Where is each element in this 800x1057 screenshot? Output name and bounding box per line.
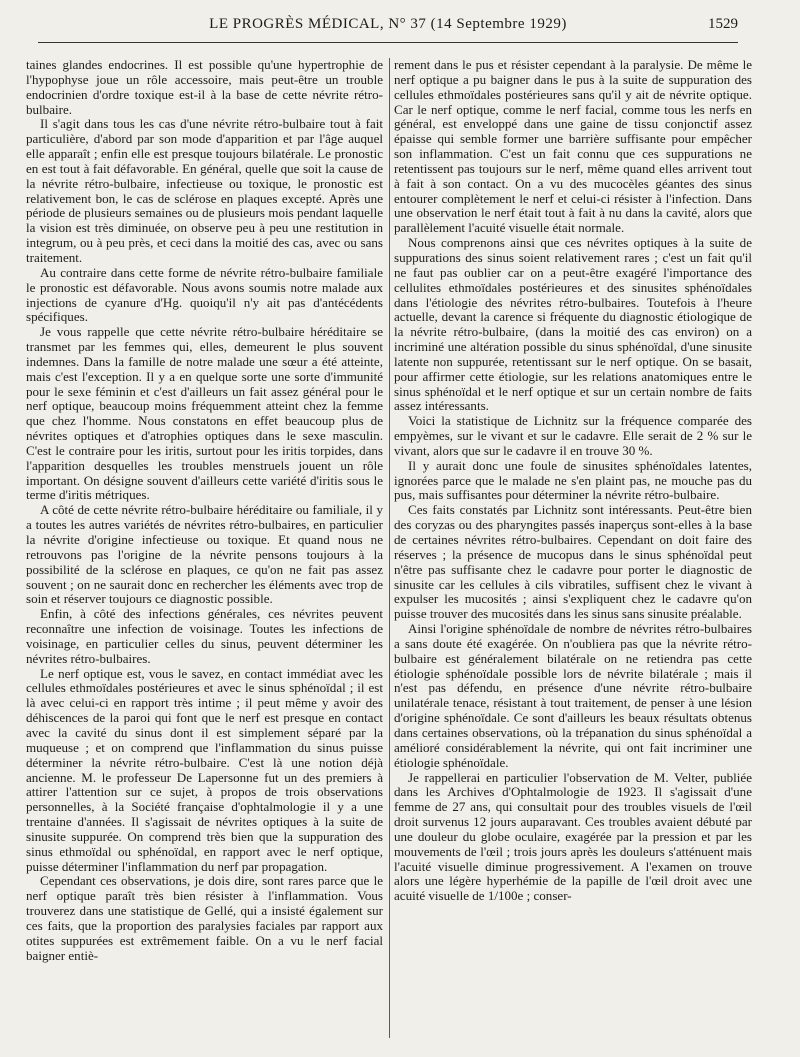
paragraph: Enfin, à côté des infections générales, ces névrites peuvent reconnaître une infection de voisinage. Toutes les infections de voisinage, en particulier celles du sinus, peuvent déterminer les névrites rétro-bulbaires. [26,606,383,666]
paragraph: Il y aurait donc une foule de sinusites sphénoïdales latentes, ignorées parce que le malade ne s'en plaint pas, ne mouche pas du pus, mais suffisantes pour déterminer la névrite rétro-bulbaire. [394,457,752,503]
paragraph: Je vous rappelle que cette névrite rétro-bulbaire héréditaire se transmet par les femmes qui, elles, demeurent le plus souvent indemnes. Dans la famille de notre malade une sœur a été atteinte, mais c'est l'exception. Il y a en quelque sorte une sorte d'immunité pour le sexe féminin et c'est d'ailleurs un fait assez général pour le nerf optique, beaucoup moins fréquemment atteint chez la femme que chez l'homme. Nous constatons en effet beaucoup plus de névrites optiques et d'atrophies optiques dans le sexe masculin. C'est le contraire pour les iritis, surtout pour les iritis torpides, dans l'apparition desquelles les troubles menstruels jouent un rôle important. On désigne souvent d'ailleurs cette variété d'iritis sous le terme d'iritis métriques. [26,324,383,503]
paragraph: rement dans le pus et résister cependant à la paralysie. De même le nerf optique a pu baigner dans le pus à la suite de suppuration des cellules ethmoïdales postérieures sans qu'il y ait de névrite optique. Car le nerf optique, comme le nerf facial, comme tous les nerfs en général, est enveloppé dans une gaine de tissu conjonctif assez épaisse qui semble former une barrière suffisante pour empêcher son inflammation. C'est un fait connu que ces suppurations ne retentissent pas toujours sur le nerf, même quand elles arrivent tout à fait à son contact. On a vu des mucocèles géantes des sinus entourer complètement le nerf et celui-ci résister à l'infection. Dans une observation le nerf était tout à fait à nu dans la cavité, alors que parallèlement l'acuité visuelle était normale. [394,57,752,236]
paragraph: taines glandes endocrines. Il est possible qu'une hypertrophie de l'hypophyse joue un rôle accessoire, mais peut-être un trouble endocrinien d'ordre toxique est-il à la base de cette névrite rétro-bulbaire. [26,57,383,117]
paragraph: Il s'agit dans tous les cas d'une névrite rétro-bulbaire tout à fait particulière, d'abord par son mode d'apparition et par l'âge auquel elle apparaît ; enfin elle est presque toujours bilatérale. Le pronostic en est tout à fait défavorable. En général, quelle que soit la cause de la névrite rétro-bulbaire, infectieuse ou toxique, le pronostic est relativement bon, le cas de sclérose en plaques excepté. Après une période de plusieurs semaines ou de plusieurs mois pendant laquelle la vision est très diminuée, on observe peu à peu une restitution in integrum, ou à peu près, et ceci dans la moitié des cas, avec ou sans traitement. [26,116,383,265]
paragraph: Ces faits constatés par Lichnitz sont intéressants. Peut-être bien des coryzas ou des pharyngites passés inaperçus sont-elles à la base de certaines névrites rétro-bulbaires. Cependant on doit faire des réserves ; la présence de mucopus dans le sinus sphénoïdal peut n'être pas suffisante chez le cadavre pour porter le diagnostic de sinusite car les cellules à cils vibratiles, suffisent chez le vivant à expulser les mucosités ; ainsi s'expliquent chez le cadavre qu'on puisse trouver des mucosités dans les sinus sans sinusite préalable. [394,502,752,622]
paragraph: Voici la statistique de Lichnitz sur la fréquence comparée des empyèmes, sur le vivant et sur le cadavre. Elle serait de 2 % sur le vivant, alors que sur le cadavre il en trouve 30 %. [394,413,752,458]
paragraph: A côté de cette névrite rétro-bulbaire héréditaire ou familiale, il y a toutes les autres variétés de névrites rétro-bulbaires, en particulier la névrite d'origine infectieuse ou toxique. Et quand nous ne retrouvons pas l'origine de la névrite pensons toujours à la possibilité de la sclérose en plaques, ce qu'on ne fait pas assez souvent ; on ne saurait donc en rechercher les éléments avec trop de soin et réserver toujours ce diagnostic possible. [26,502,383,607]
journal-title: LE PROGRÈS MÉDICAL, N° 37 (14 Septembre 1929) [209,16,567,32]
paragraph: Nous comprenons ainsi que ces névrites optiques à la suite de suppurations des sinus soient relativement rares ; c'est un fait qu'il ne faut pas oublier car on a peut-être exagéré l'importance des cellulites ethmoïdales postérieures et des sinusites sphénoïdales dans l'étiologie des névrites rétro-bulbaires. Toutefois à l'heure actuelle, devant la carence si fréquente du diagnostic étiologique de la névrite rétro-bulbaire, (dans la moitié des cas environ) on a incriminé une altération possible du sinus sphénoïdal, d'une sinusite latente non suppurée, retentissant sur le nerf optique. On se basait, pour affirmer cette étiologie, sur les relations anatomiques entre le sinus sphénoïdal et le nerf optique et sur un certain nombre de faits assez intéressants. [394,235,752,414]
right-column [394,58,752,904]
paragraph: Le nerf optique est, vous le savez, en contact immédiat avec les cellules ethmoïdales postérieures et avec le sinus sphénoïdal ; il est là avec celui-ci en rapport très intime ; il peut même y avoir des déhiscences de la paroi qui font que le nerf est presque en contact avec la cavité du sinus dont il est simplement séparé par la muqueuse ; et on comprend que l'inflammation du sinus puisse déterminer la névrite rétro-bulbaire. C'est là une notion déjà ancienne. M. le professeur De Lapersonne fut un des premiers à attirer l'attention sur ce sujet, à propos de trois observations personnelles, à la Société française d'ophtalmologie il y a une trentaine d'années. Il s'agissait de névrites optiques à la suite de sinusite suppurée. On comprend très bien que la suppuration des sinus ethmoïdal ou sphénoïdal, en rapport avec le nerf optique, puisse déterminer l'inflammation du nerf par propagation. [26,665,383,874]
paragraph: Au contraire dans cette forme de névrite rétro-bulbaire familiale le pronostic est défavorable. Nous avons soumis notre malade aux injections de cyanure d'Hg. quoiqu'il n'y ait pas d'antécédents spécifiques. [26,264,383,325]
page-number: 1529 [708,16,738,32]
column-divider [389,58,390,1038]
left-column [26,58,383,963]
running-header [38,16,738,43]
paragraph: Je rappellerai en particulier l'observation de M. Velter, publiée dans les Archives d'Ophtalmologie de 1923. Il s'agissait d'une femme de 27 ans, qui consultait pour des troubles visuels de l'œil droit survenus 12 jours auparavant. Ces troubles avaient débuté par une douleur du globe oculaire, exagérée par la pression et par les mouvements de l'œil ; trois jours après les douleurs s'atténuent mais l'acuité visuelle diminue progressivement. A l'examen on trouve alors une légère hyperhémie de la papille de l'œil droit avec une acuité visuelle de 1/100e ; conser- [394,769,752,904]
paragraph: Ainsi l'origine sphénoïdale de nombre de névrites rétro-bulbaires a sans doute été exagérée. On n'oubliera pas que la névrite rétro-bulbaire est généralement bilatérale on ne retiendra pas cette étiologie sphénoïdale possible lors de névrite bilatérale ; mais il n'est pas défendu, en présence d'une névrite rétro-bulbaire unilatérale tenace, résistant à tout traitement, de penser à une lésion d'origine sphénoïdale. Ce sont d'ailleurs les beaux résultats obtenus dans certaines observations, où la trépanation du sinus sphénoïdal a amélioré considérablement la névrite, qui ont fait incriminer une étiologie sphénoïdale. [394,621,752,770]
paragraph: Cependant ces observations, je dois dire, sont rares parce que le nerf optique paraît très bien résister à l'inflammation. Vous trouverez dans une statistique de Gellé, qui a insisté également sur ces faits, que la proportion des paralysies faciales par rapport aux otites suppurées est extrêmement faible. On a vu le nerf facial baigner entiè- [26,873,383,963]
